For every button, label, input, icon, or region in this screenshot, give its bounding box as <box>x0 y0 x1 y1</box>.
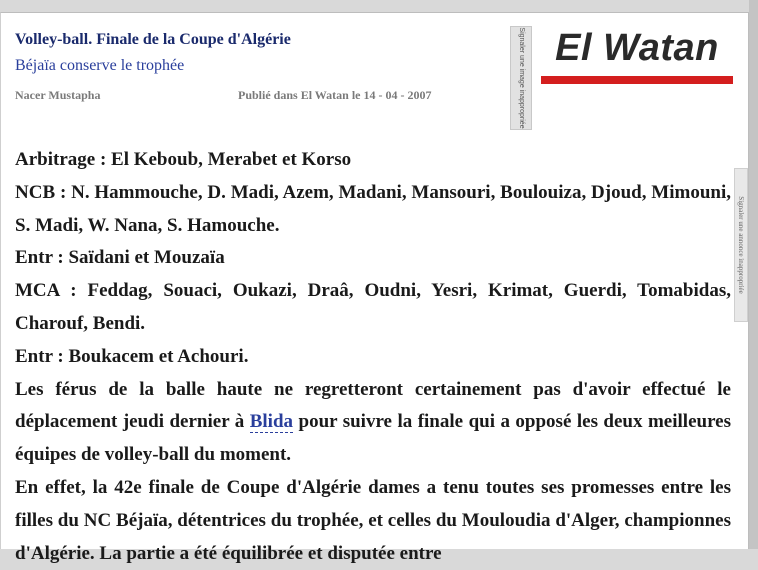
report-image-label: Signaler une image inappropriée <box>518 27 525 129</box>
article-author: Nacer Mustapha <box>15 88 101 102</box>
blida-link[interactable]: Blida <box>249 411 294 433</box>
article-body <box>15 144 731 570</box>
paragraph-intro-start: Les férus de la balle haute ne regretteront certainement pas d'avoir effectué le déplacement jeudi dernier à <box>15 378 731 433</box>
paragraph-intro-end: pour suivre la finale qui a opposé les deux meilleures équipes de volley-ball du moment. <box>15 411 731 466</box>
article-title: Volley-ball. Finale de la Coupe d'Algérie <box>15 31 291 48</box>
paragraph-ncb-lineup: NCB : N. Hammouche, D. Madi, Azem, Madani, Mansouri, Boulouiza, Djoud, Mimouni, S. Madi, W. Nana, S. Hamouche. <box>15 181 731 236</box>
scrollbar[interactable] <box>749 0 758 549</box>
paragraph-ncb-coach: Entr : Saïdani et Mouzaïa <box>15 247 225 269</box>
paragraph-match: En effet, la 42e finale de Coupe d'Algérie dames a tenu toutes ses promesses entre les filles du NC Béjaïa, détentrices du trophée, et celles du Mouloudia d'Alger, championnes d'Algérie. La partie a été équilibrée et disputée entre <box>15 476 731 564</box>
article-publish-info: Publié dans El Watan le 14 - 04 - 2007 <box>238 88 432 102</box>
report-ad-label: Signaler une annonce inappropriée <box>737 196 745 294</box>
paragraph-mca-lineup: MCA : Feddag, Souaci, Oukazi, Draâ, Oudni, Yesri, Krimat, Guerdi, Tomabidas, Charouf, Bendi. <box>15 280 731 334</box>
article-page <box>0 12 749 564</box>
report-image-button[interactable] <box>510 26 532 130</box>
article-subtitle: Béjaïa conserve le trophée <box>15 57 185 74</box>
paragraph-mca-coach: Entr : Boukacem et Achouri. <box>15 345 249 367</box>
report-ad-button[interactable] <box>734 168 748 322</box>
paragraph-referees: Arbitrage : El Keboub, Merabet et Korso <box>15 149 352 170</box>
logo-text: El Watan <box>555 27 719 69</box>
el-watan-logo[interactable] <box>539 27 735 87</box>
paragraph-intro <box>15 374 731 472</box>
logo-red-bar <box>541 76 733 84</box>
